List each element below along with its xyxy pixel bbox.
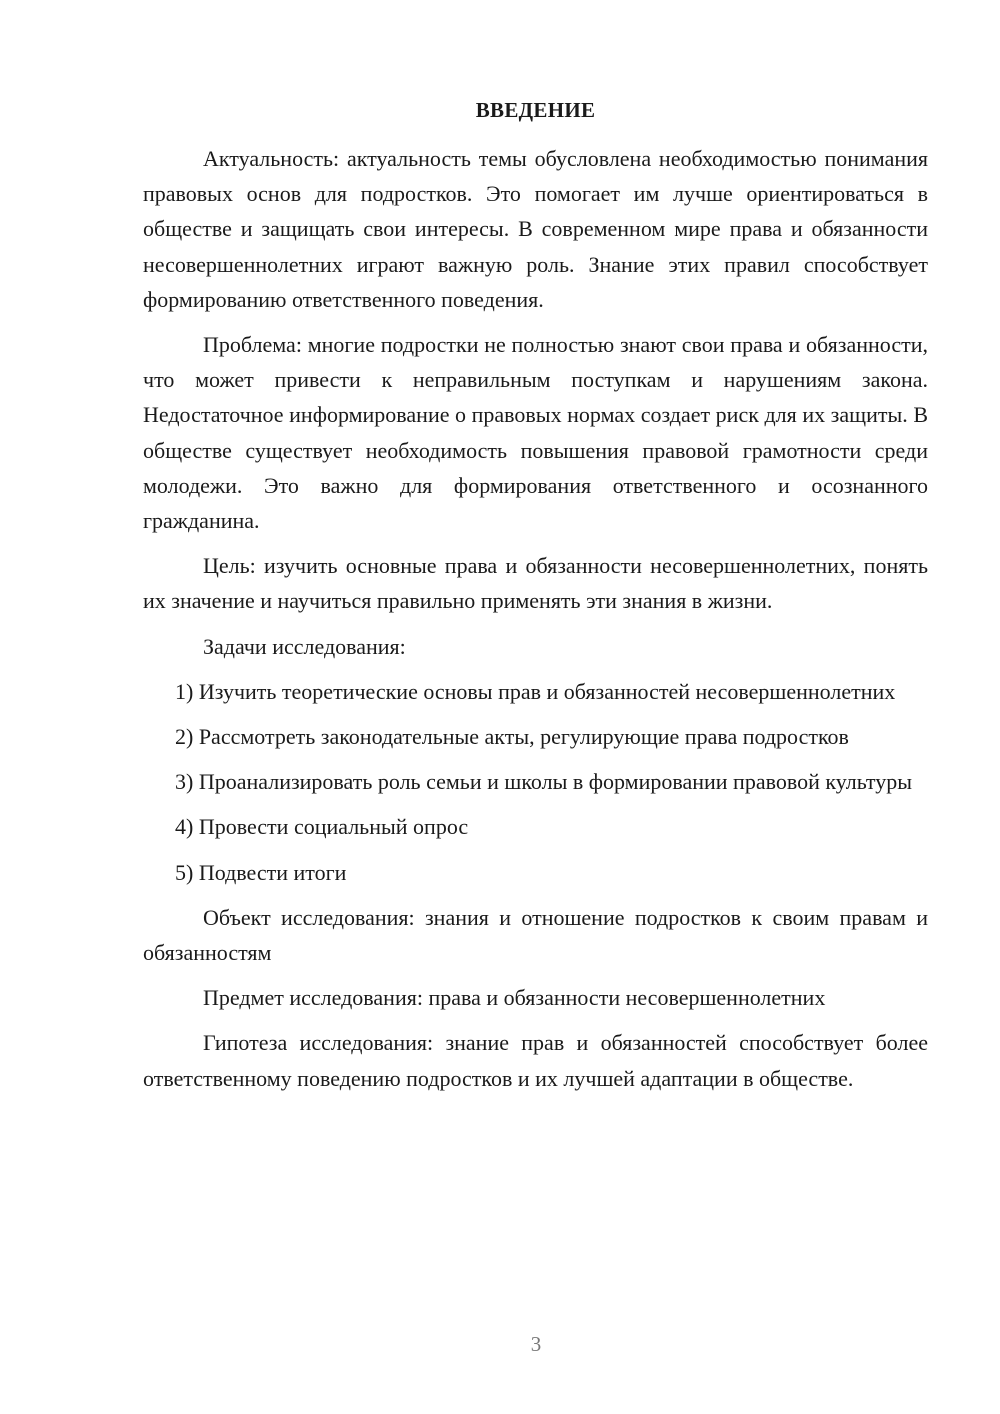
paragraph-hypothesis: Гипотеза исследования: знание прав и обязанностей способствует более ответственному поведению подростков и их лучшей адаптации в обществе. bbox=[143, 1030, 928, 1091]
paragraph-object: Объект исследования: знания и отношение подростков к своим правам и обязанностям bbox=[143, 904, 928, 966]
tasks-heading: Задачи исследования: bbox=[203, 633, 406, 659]
task-item-1: 1) Изучить теоретические основы прав и обязанностей несовершеннолетних bbox=[175, 678, 896, 704]
document-page bbox=[143, 95, 928, 1106]
task-item-4: 4) Провести социальный опрос bbox=[175, 814, 469, 840]
task-item-2: 2) Рассмотреть законодательные акты, регулирующие права подростков bbox=[175, 724, 849, 750]
paragraph-subject: Предмет исследования: права и обязанности несовершеннолетних bbox=[203, 985, 826, 1011]
paragraph-relevance: Актуальность: актуальность темы обусловлена необходимостью понимания правовых основ для подростков. Это помогает им лучше ориентироваться в обществе и защищать свои интересы. В современном мире права и обязанности несовершеннолетних играют важную роль. Знание этих правил способствует формированию ответственного поведения. bbox=[143, 146, 928, 312]
task-item-5: 5) Подвести итоги bbox=[175, 859, 347, 885]
task-item-3: 3) Проанализировать роль семьи и школы в формировании правовой культуры bbox=[175, 769, 913, 795]
page-number: 3 bbox=[530, 1332, 542, 1356]
paragraph-goal: Цель: изучить основные права и обязанности несовершеннолетних, понять их значение и научиться правильно применять эти знания в жизни. bbox=[143, 553, 928, 614]
page-title: ВВЕДЕНИЕ bbox=[475, 98, 596, 122]
paragraph-problem: Проблема: многие подростки не полностью знают свои права и обязанности, что может привести к неправильным поступкам и нарушениям закона. Недостаточное информирование о правовых нормах создает риск для их защиты. В обществе существует необходимость повышения правовой грамотности среди молодежи. Это важно для формирования ответственного и осознанного гражданина. bbox=[143, 332, 928, 534]
